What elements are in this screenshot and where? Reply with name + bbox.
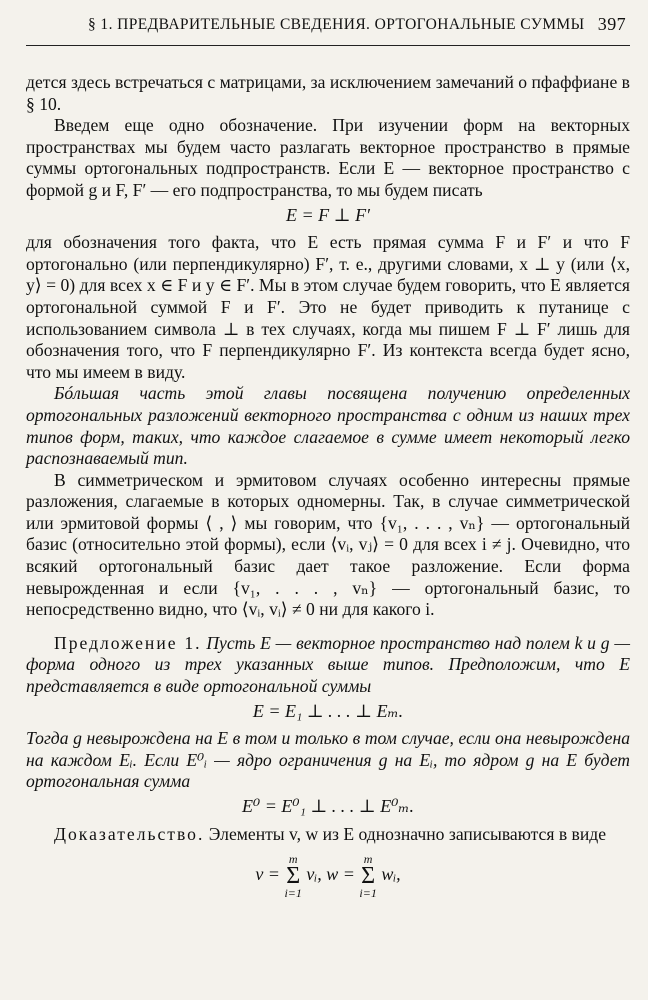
equation-kernel-sum: E⁰ = E⁰₁ ⊥ . . . ⊥ E⁰ₘ. bbox=[242, 796, 414, 816]
paragraph-5: В симметрическом и эрмитовом случаях особенно интересны прямые разложения, слагаемые в которых одномерны. Так, в случае симметрической или эрмитовой формы ⟨ , ⟩ мы говорим, что {v₁, . . . , vₙ} — ортогональный базис (относительно этой формы), если ⟨vᵢ, vⱼ⟩ = 0 для всех i ≠ j. Очевидно, что всякий ортогональный базис дает такое разложение. Если форма невырожденная и если {v₁, . . . , vₙ} — ортогональный базис, то непосредственно видно, что ⟨vᵢ, vᵢ⟩ ≠ 0 ни для какого i. bbox=[26, 469, 630, 620]
sum-lower-limit: i=1 bbox=[359, 886, 377, 901]
page-number: 397 bbox=[597, 14, 626, 34]
paragraph-3: для обозначения того факта, что E есть прямая сумма F и F′ и что F ортогонально (или перпендикулярно) F′, т. е., другими словами, x ⊥ y (или ⟨x, y⟩ = 0) для всех x ∈ F и y ∈ F′. Мы в этом случае будем говорить, что E является ортогональной суммой F и F′. Это не будет приводить к путанице с использованием символа ⊥ в тех случаях, когда мы пишем F ⊥ F′ лишь для обозначения того, что F перпендикулярно F′. Из контекста всегда будет ясно, что мы имеем в виду. bbox=[26, 232, 630, 382]
sigma-icon: Σ bbox=[286, 863, 301, 890]
running-header bbox=[26, 12, 630, 42]
sum-lower-limit: i=1 bbox=[284, 886, 302, 901]
paragraph-4-italic: Бóльшая часть этой главы посвящена получению определенных ортогональных разложений векторного пространства с одним из наших трех типов форм, таких, что каждое слагаемое в сумме имеет некоторый легко распознаваемый тип. bbox=[26, 383, 630, 469]
proof-paragraph bbox=[26, 824, 630, 846]
sum-symbol-2 bbox=[359, 853, 376, 899]
section-title: § 1. ПРЕДВАРИТЕЛЬНЫЕ СВЕДЕНИЯ. ОРТОГОНАЛЬНЫЕ СУММЫ bbox=[88, 16, 585, 33]
equation-decomposition: E = E₁ ⊥ . . . ⊥ Eₘ. bbox=[252, 700, 404, 721]
proof-label: Доказательство. bbox=[54, 823, 205, 844]
eq-mid: vᵢ, w = bbox=[306, 864, 355, 885]
page-body bbox=[26, 72, 630, 905]
equation-orthogonal-sum: E = F ⊥ F′ bbox=[286, 204, 370, 225]
sum-upper-limit: m bbox=[288, 852, 298, 867]
header-rule bbox=[26, 45, 630, 46]
paragraph-2: Введем еще одно обозначение. При изучении форм на векторных пространствах мы будем часто разлагать векторное пространство в прямые суммы ортогональных подпространств. Если E — векторное пространство с формой g и F, F′ — его подпространства, то мы будем писать bbox=[26, 115, 630, 200]
proposition-1 bbox=[26, 633, 630, 698]
proof-text: Элементы v, w из E однозначно записываются в виде bbox=[208, 823, 607, 844]
eq-left: v = bbox=[255, 864, 280, 885]
eq-end: wᵢ, bbox=[381, 864, 401, 885]
proposition-continuation: Тогда g невырождена на E в том и только в том случае, если она невырождена на каждом Eᵢ. Если E⁰ᵢ — ядро ограничения g на Eᵢ, то ядром g на E будет ортогональная сумма bbox=[26, 728, 630, 792]
sum-symbol-1 bbox=[284, 853, 301, 899]
spacer bbox=[26, 621, 630, 633]
proposition-text: Пусть E — векторное пространство над полем k и g — форма одного из трех указанных выше типов. Предположим, что E представляется в виде ортогональной суммы bbox=[26, 632, 630, 697]
equation-sums bbox=[26, 853, 630, 899]
paragraph-1: дется здесь встречаться с матрицами, за исключением замечаний о пфаффиане в § 10. bbox=[26, 72, 630, 114]
sum-upper-limit: m bbox=[363, 852, 373, 867]
proposition-label: Предложение 1. bbox=[54, 632, 202, 653]
sigma-icon: Σ bbox=[361, 863, 376, 890]
